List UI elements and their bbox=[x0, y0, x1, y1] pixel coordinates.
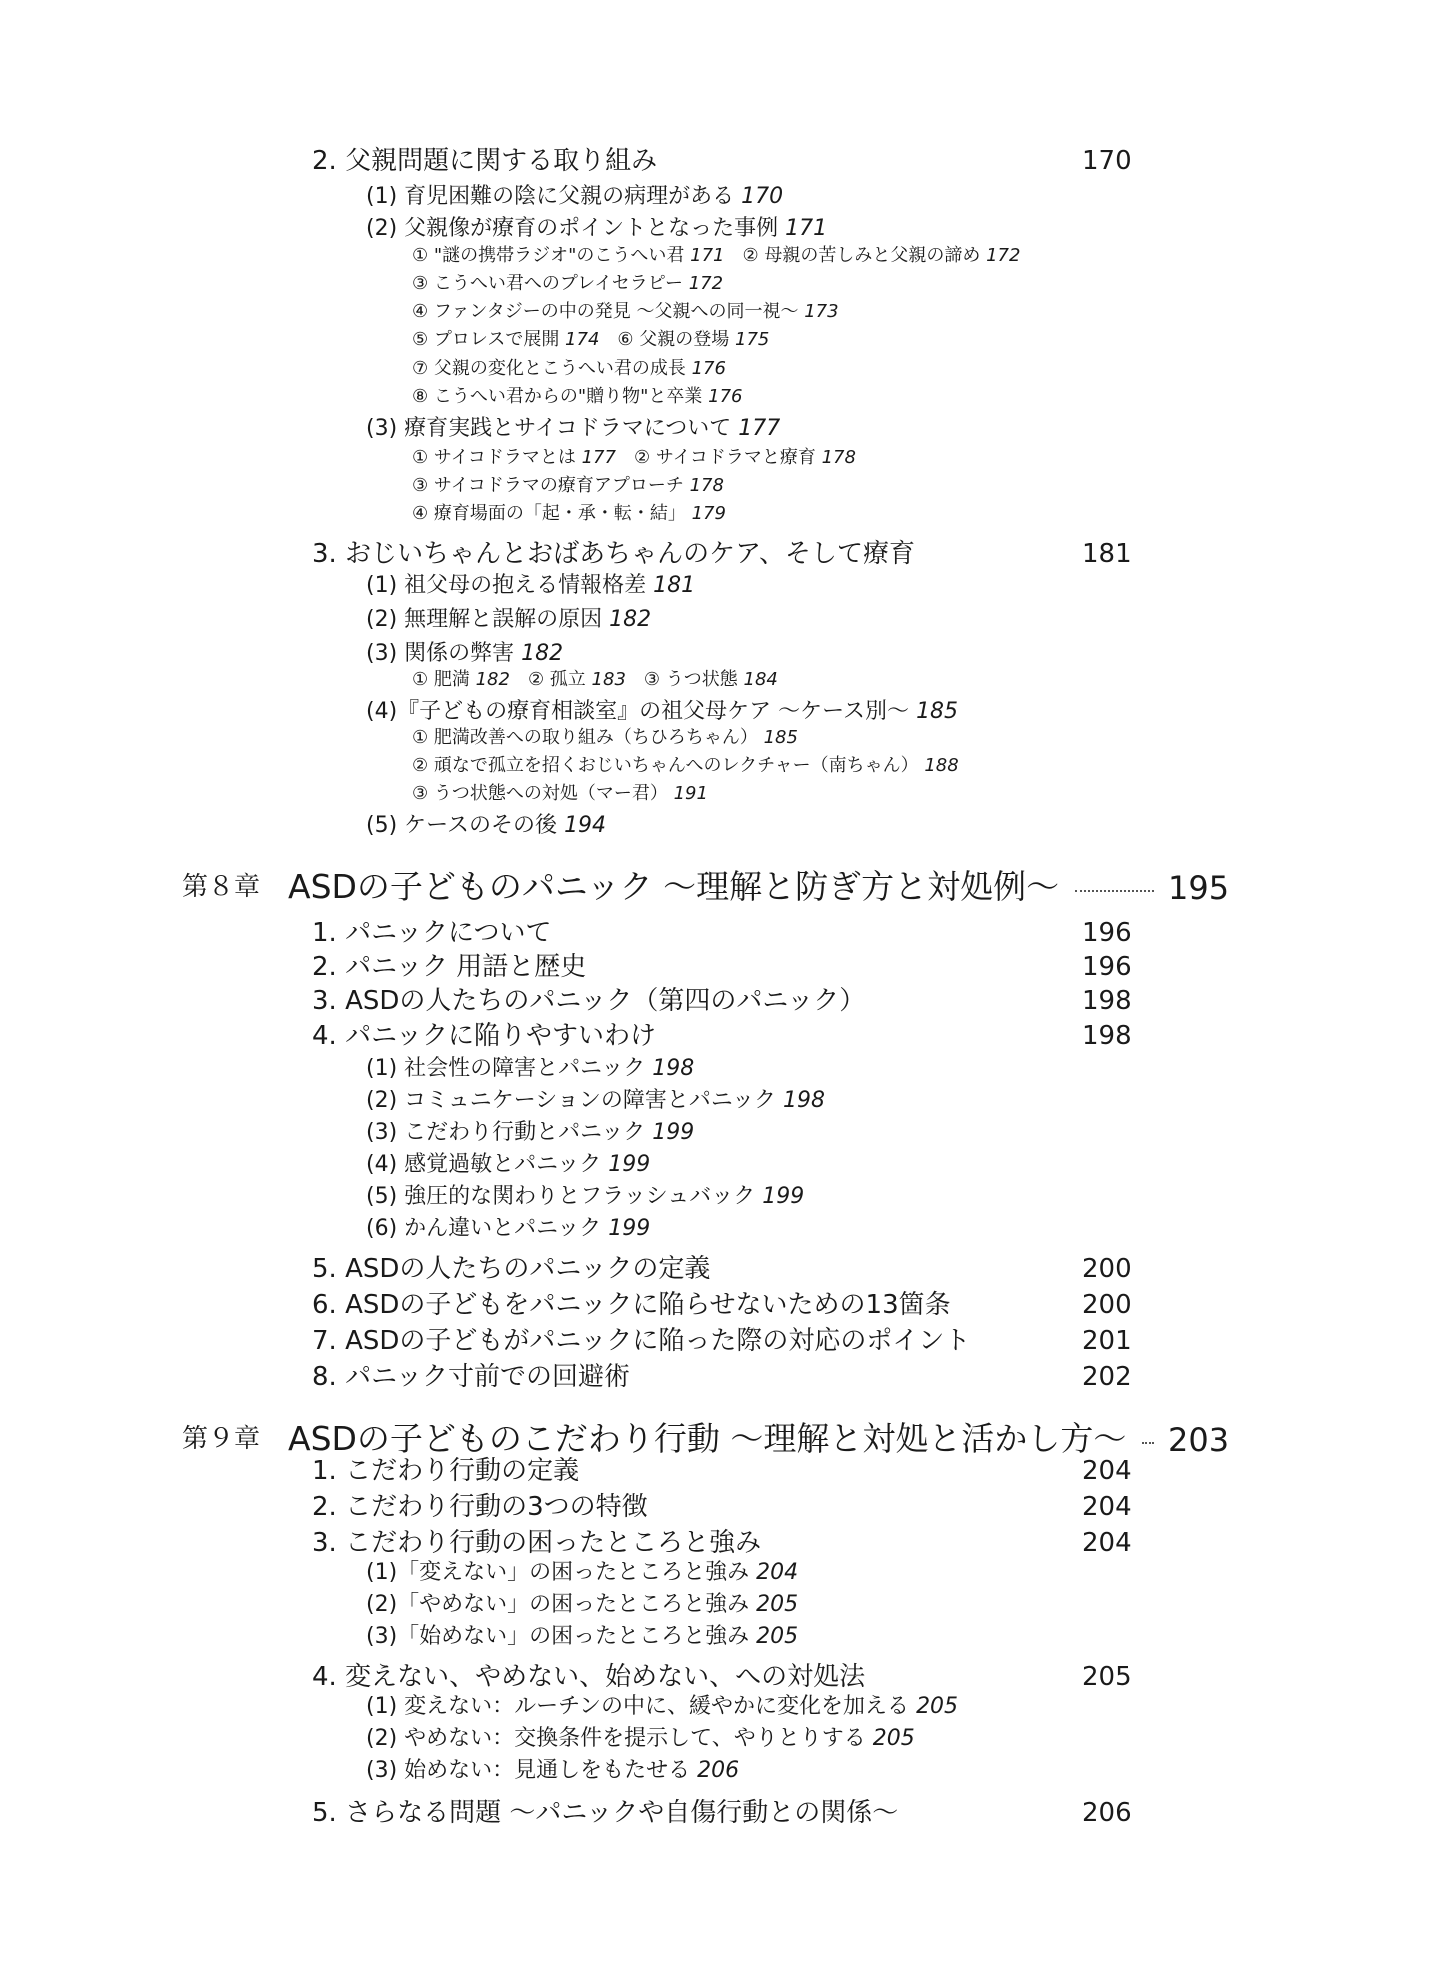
subsection-entry[interactable] bbox=[366, 218, 827, 240]
entry-text: ③ うつ状態 bbox=[643, 669, 744, 690]
entry-text: ④ ファンタジーの中の発見 〜父親への同一視〜 bbox=[412, 301, 805, 322]
subsection-entry[interactable] bbox=[366, 701, 958, 723]
entry-text: (1) 変えない：ルーチンの中に、緩やかに変化を加える bbox=[366, 1694, 917, 1719]
entry-text: ③ サイコドラマの療育アプローチ bbox=[412, 475, 690, 496]
section-entry[interactable] bbox=[312, 1800, 898, 1826]
page-number: 181 bbox=[653, 573, 696, 598]
section-page-number: 181 bbox=[1082, 539, 1132, 569]
subsection-entry[interactable] bbox=[366, 815, 606, 837]
page-number: 182 bbox=[475, 669, 510, 690]
entry-text: (3) 療育実践とサイコドラマについて bbox=[366, 416, 739, 441]
page-number: 178 bbox=[821, 447, 856, 468]
subsection-entry[interactable] bbox=[366, 186, 783, 208]
item-entry[interactable] bbox=[412, 671, 778, 689]
entry-text: ② サイコドラマと療育 bbox=[633, 447, 822, 468]
entry-text: (1) 育児困難の陰に父親の病理がある bbox=[366, 184, 742, 209]
item-entry[interactable] bbox=[412, 247, 1020, 265]
page-number: 172 bbox=[986, 245, 1021, 266]
entry-text: (3) こだわり行動とパニック bbox=[366, 1120, 653, 1145]
entry-text: ① 肥満 bbox=[412, 669, 476, 690]
section-page-number: 202 bbox=[1082, 1362, 1132, 1392]
section-entry[interactable] bbox=[312, 1494, 648, 1520]
section-page-number: 205 bbox=[1082, 1662, 1132, 1692]
section-entry[interactable] bbox=[312, 920, 552, 946]
subsection-entry[interactable] bbox=[366, 1760, 739, 1782]
section-page-number: 200 bbox=[1082, 1290, 1132, 1320]
section-entry[interactable] bbox=[312, 1292, 951, 1318]
section-entry[interactable] bbox=[312, 1364, 630, 1390]
page-number: 182 bbox=[521, 641, 564, 666]
section-entry[interactable] bbox=[312, 1023, 656, 1049]
page-number: 185 bbox=[763, 727, 798, 748]
entry-text: 3. こだわり行動の困ったところと強み bbox=[312, 1528, 762, 1558]
section-entry[interactable] bbox=[312, 1664, 865, 1690]
page-number: 188 bbox=[924, 755, 959, 776]
subsection-entry[interactable] bbox=[366, 643, 563, 665]
chapter-title[interactable]: ASDの子どものこだわり行動 〜理解と対処と活かし方〜 bbox=[288, 1419, 1127, 1458]
subsection-entry[interactable] bbox=[366, 609, 651, 631]
item-entry[interactable] bbox=[412, 449, 856, 467]
subsection-entry[interactable] bbox=[366, 1186, 804, 1208]
subsection-entry[interactable] bbox=[366, 575, 695, 597]
chapter-title[interactable]: ASDの子どものパニック 〜理解と防ぎ方と対処例〜 bbox=[288, 867, 1060, 906]
section-entry[interactable] bbox=[312, 1530, 761, 1556]
chapter-label: 第８章 bbox=[182, 872, 261, 902]
entry-text: (4) 感覚過敏とパニック bbox=[366, 1152, 609, 1177]
page-number: 170 bbox=[741, 184, 784, 209]
subsection-entry[interactable] bbox=[366, 1594, 798, 1616]
section-entry[interactable] bbox=[312, 148, 657, 174]
entry-text: (2) コミュニケーションの障害とパニック bbox=[366, 1088, 783, 1113]
item-entry[interactable] bbox=[412, 360, 726, 378]
entry-text: ⑦ 父親の変化とこうへい君の成長 bbox=[412, 358, 692, 379]
section-page-number: 196 bbox=[1082, 918, 1132, 948]
page-number: 198 bbox=[782, 1088, 825, 1113]
entry-text: ① 肥満改善への取り組み（ちひろちゃん） bbox=[412, 727, 764, 748]
entry-text: (3) 始めない：見通しをもたせる bbox=[366, 1758, 698, 1783]
entry-text: (5) 強圧的な関わりとフラッシュバック bbox=[366, 1184, 763, 1209]
section-page-number: 198 bbox=[1082, 1021, 1132, 1051]
page-number: 177 bbox=[738, 416, 781, 441]
item-entry[interactable] bbox=[412, 275, 723, 293]
entry-text: 4. パニックに陥りやすいわけ bbox=[312, 1021, 657, 1051]
entry-text: 5. ASDの人たちのパニックの定義 bbox=[312, 1254, 711, 1284]
entry-text: (1) 祖父母の抱える情報格差 bbox=[366, 573, 654, 598]
page-number: 179 bbox=[691, 503, 726, 524]
section-entry[interactable] bbox=[312, 988, 865, 1014]
dot-leader bbox=[1075, 890, 1154, 892]
page-number: 171 bbox=[785, 216, 828, 241]
entry-text: (1)「変えない」の困ったところと強み bbox=[366, 1560, 757, 1585]
chapter-page-number: 195 bbox=[1168, 869, 1230, 907]
entry-text: 2. パニック 用語と歴史 bbox=[312, 952, 587, 982]
entry-text: 2. こだわり行動の3つの特徴 bbox=[312, 1492, 648, 1522]
subsection-entry[interactable] bbox=[366, 418, 780, 440]
entry-text: 1. パニックについて bbox=[312, 918, 552, 948]
entry-text: ② 頑なで孤立を招くおじいちゃんへのレクチャー（南ちゃん） bbox=[412, 755, 925, 776]
subsection-entry[interactable] bbox=[366, 1090, 825, 1112]
entry-text: 8. パニック寸前での回避術 bbox=[312, 1362, 631, 1392]
entry-text: (4)『子どもの療育相談室』の祖父母ケア 〜ケース別〜 bbox=[366, 699, 917, 724]
page-number: 182 bbox=[609, 607, 652, 632]
page-number: 205 bbox=[756, 1592, 799, 1617]
subsection-entry[interactable] bbox=[366, 1218, 650, 1240]
entry-text: 1. こだわり行動の定義 bbox=[312, 1456, 580, 1486]
entry-text: (2) 父親像が療育のポイントとなった事例 bbox=[366, 216, 786, 241]
item-entry[interactable] bbox=[412, 785, 708, 803]
page-number: 173 bbox=[804, 301, 839, 322]
entry-text: 6. ASDの子どもをパニックに陥らせないための13箇条 bbox=[312, 1290, 951, 1320]
page-number: 183 bbox=[591, 669, 626, 690]
entry-text: (2)「やめない」の困ったところと強み bbox=[366, 1592, 757, 1617]
entry-text: (6) かん違いとパニック bbox=[366, 1216, 609, 1241]
entry-text: ① "謎の携帯ラジオ"のこうへい君 bbox=[412, 245, 691, 266]
page-number: 177 bbox=[581, 447, 616, 468]
section-entry[interactable] bbox=[312, 1328, 970, 1354]
page-number: 185 bbox=[916, 699, 959, 724]
page-number: 198 bbox=[652, 1056, 695, 1081]
page-number: 191 bbox=[673, 783, 708, 804]
entry-text: (5) ケースのその後 bbox=[366, 813, 565, 838]
section-page-number: 206 bbox=[1082, 1798, 1132, 1828]
entry-text: 2. 父親問題に関する取り組み bbox=[312, 146, 658, 176]
item-entry[interactable] bbox=[412, 331, 769, 349]
section-page-number: 198 bbox=[1082, 986, 1132, 1016]
page-number: 199 bbox=[608, 1152, 651, 1177]
subsection-entry[interactable] bbox=[366, 1562, 798, 1584]
entry-text: ③ こうへい君へのプレイセラピー bbox=[412, 273, 689, 294]
section-entry[interactable] bbox=[312, 1256, 710, 1282]
entry-text: (3) 関係の弊害 bbox=[366, 641, 522, 666]
page-number: 199 bbox=[608, 1216, 651, 1241]
entry-text: ① サイコドラマとは bbox=[412, 447, 582, 468]
item-entry[interactable] bbox=[412, 757, 959, 775]
entry-text: 4. 変えない、やめない、始めない、への対処法 bbox=[312, 1662, 866, 1692]
entry-text: ② 母親の苦しみと父親の諦め bbox=[742, 245, 987, 266]
section-page-number: 200 bbox=[1082, 1254, 1132, 1284]
subsection-entry[interactable] bbox=[366, 1058, 694, 1080]
item-entry[interactable] bbox=[412, 729, 798, 747]
section-page-number: 204 bbox=[1082, 1528, 1132, 1558]
entry-text: (2) 無理解と誤解の原因 bbox=[366, 607, 610, 632]
entry-text: ② 孤立 bbox=[527, 669, 592, 690]
item-entry[interactable] bbox=[412, 303, 839, 321]
page-number: 199 bbox=[762, 1184, 805, 1209]
section-page-number: 204 bbox=[1082, 1492, 1132, 1522]
section-page-number: 201 bbox=[1082, 1326, 1132, 1356]
section-page-number: 196 bbox=[1082, 952, 1132, 982]
page-number: 174 bbox=[565, 329, 600, 350]
subsection-entry[interactable] bbox=[366, 1696, 958, 1718]
section-page-number: 170 bbox=[1082, 146, 1132, 176]
item-entry[interactable] bbox=[412, 505, 726, 523]
section-entry[interactable] bbox=[312, 954, 586, 980]
page-number: 206 bbox=[697, 1758, 740, 1783]
page-number: 205 bbox=[756, 1624, 799, 1649]
page-number: 175 bbox=[735, 329, 770, 350]
entry-text: 3. ASDの人たちのパニック（第四のパニック） bbox=[312, 986, 866, 1016]
entry-text: ⑧ こうへい君からの"贈り物"と卒業 bbox=[412, 386, 709, 407]
page-number: 204 bbox=[756, 1560, 799, 1585]
entry-text: ④ 療育場面の「起・承・転・結」 bbox=[412, 503, 692, 524]
section-entry[interactable] bbox=[312, 541, 915, 567]
subsection-entry[interactable] bbox=[366, 1728, 915, 1750]
page-number: 176 bbox=[708, 386, 743, 407]
page-number: 199 bbox=[652, 1120, 695, 1145]
page-number: 172 bbox=[688, 273, 724, 294]
page-number: 176 bbox=[691, 358, 726, 379]
subsection-entry[interactable] bbox=[366, 1626, 798, 1648]
page-number: 171 bbox=[690, 245, 725, 266]
entry-text: 5. さらなる問題 〜パニックや自傷行動との関係〜 bbox=[312, 1798, 899, 1828]
page-number: 184 bbox=[743, 669, 778, 690]
page-number: 205 bbox=[872, 1726, 915, 1751]
page-number: 205 bbox=[916, 1694, 959, 1719]
entry-text: 3. おじいちゃんとおばあちゃんのケア、そして療育 bbox=[312, 539, 915, 569]
entry-text: 7. ASDの子どもがパニックに陥った際の対応のポイント bbox=[312, 1326, 971, 1356]
chapter-page-number: 203 bbox=[1168, 1421, 1230, 1459]
section-entry[interactable] bbox=[312, 1458, 579, 1484]
subsection-entry[interactable] bbox=[366, 1154, 650, 1176]
entry-text: ③ うつ状態への対処（マー君） bbox=[412, 783, 674, 804]
entry-text: (3)「始めない」の困ったところと強み bbox=[366, 1624, 757, 1649]
item-entry[interactable] bbox=[412, 477, 724, 495]
subsection-entry[interactable] bbox=[366, 1122, 694, 1144]
item-entry[interactable] bbox=[412, 388, 743, 406]
chapter-label: 第９章 bbox=[182, 1424, 261, 1454]
page-number: 178 bbox=[689, 475, 724, 496]
dot-leader bbox=[1142, 1442, 1154, 1444]
entry-text: ⑤ プロレスで展開 bbox=[412, 329, 566, 350]
entry-text: ⑥ 父親の登場 bbox=[617, 329, 735, 350]
entry-text: (2) やめない：交換条件を提示して、やりとりする bbox=[366, 1726, 873, 1751]
section-page-number: 204 bbox=[1082, 1456, 1132, 1486]
page-number: 194 bbox=[564, 813, 607, 838]
entry-text: (1) 社会性の障害とパニック bbox=[366, 1056, 653, 1081]
